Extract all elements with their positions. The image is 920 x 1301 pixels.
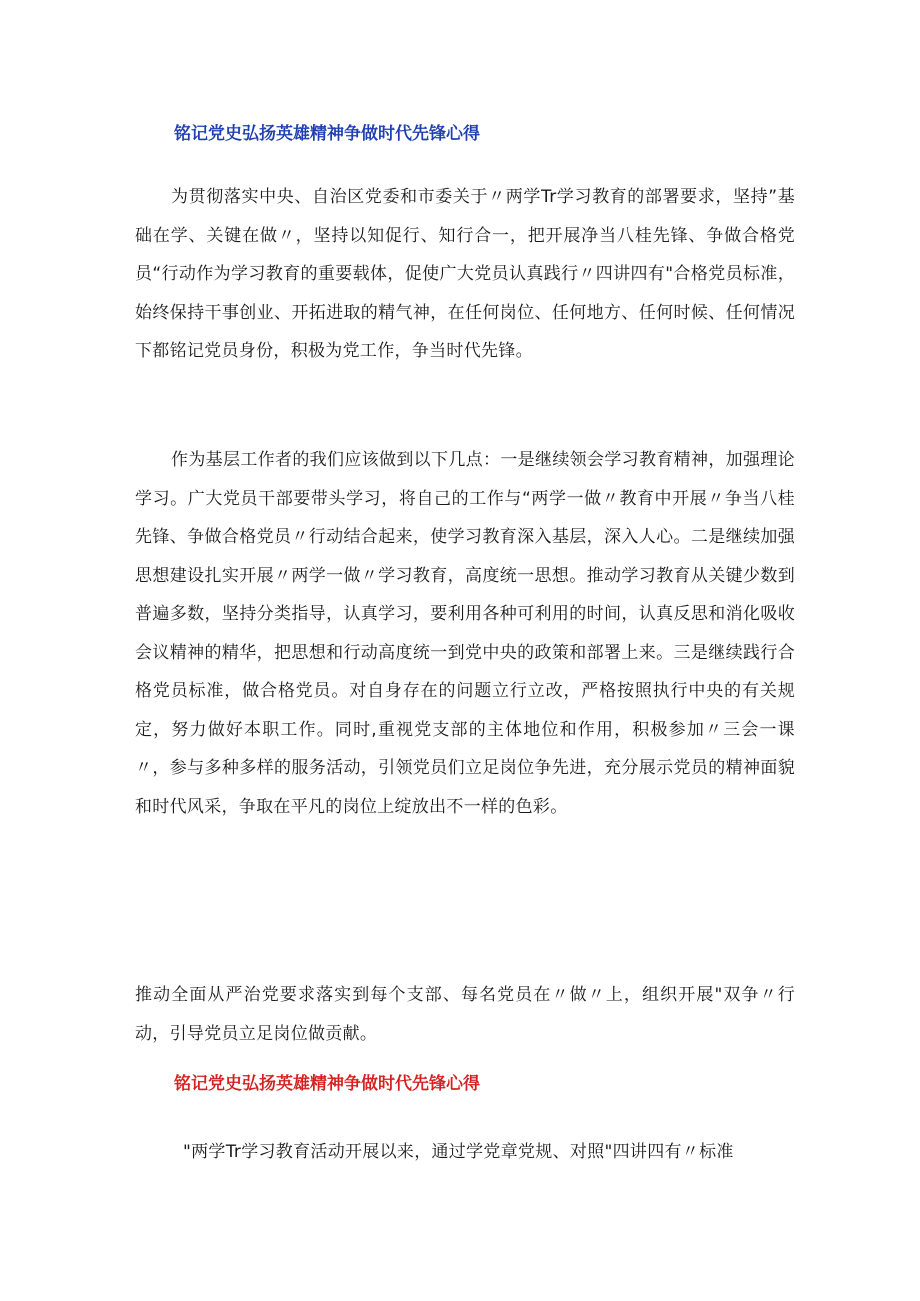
section-2-paragraph-1: "两学Tr学习教育活动开展以来，通过学党章党规、对照"四讲四有〃标准	[183, 1142, 734, 1162]
section-1-paragraph-3: 推动全面从严治党要求落实到每个支部、每名党员在〃做〃上，组织开展"双争〃行动，引导党员立足岗位做贡献。	[135, 985, 795, 1044]
section-1-paragraph-2: 作为基层工作者的我们应该做到以下几点：一是继续领会学习教育精神，加强理论学习。广大党员干部要带头学习，将自己的工作与“两学一做〃教育中开展〃争当八桂先锋、争做合格党员〃行动结合起来，使学习教育深入基层，深入人心。二是继续加强思想建设扎实开展〃两学一做〃学习教育，高度统一思想。推动学习教育从关键少数到普遍多数，坚持分类指导，认真学习，要利用各种可利用的时间，认真反思和消化吸收会议精神的精华，把思想和行动高度统一到党中央的政策和部署上来。三是继续践行合格党员标准，做合格党员。对自身存在的问题立行立改，严格按照执行中央的有关规定，努力做好本职工作。同时,重视党支部的主体地位和作用，积极参加〃三会一课〃，参与多种多样的服务活动，引领党员们立足岗位争先进，充分展示党员的精神面貌和时代风采，争取在平凡的岗位上绽放出不一样的色彩。	[135, 450, 795, 817]
section-2-title: 铭记党史弘扬英雄精神争做时代先锋心得	[174, 1074, 480, 1094]
section-1-title: 铭记党史弘扬英雄精神争做时代先锋心得	[174, 124, 480, 144]
section-1-paragraph-1: 为贯彻落实中央、自治区党委和市委关于〃两学Tr学习教育的部署要求，坚持”基础在学、关键在做〃，坚持以知促行、知行合一，把开展净当八桂先锋、争做合格党员“行动作为学习教育的重要载体，促使广大党员认真践行〃四讲四有"合格党员标准，始终保持干事创业、开拓进取的精气神，在任何岗位、任何地方、任何时候、任何情况下都铭记党员身份，积极为党工作，争当时代先锋。	[135, 187, 795, 361]
